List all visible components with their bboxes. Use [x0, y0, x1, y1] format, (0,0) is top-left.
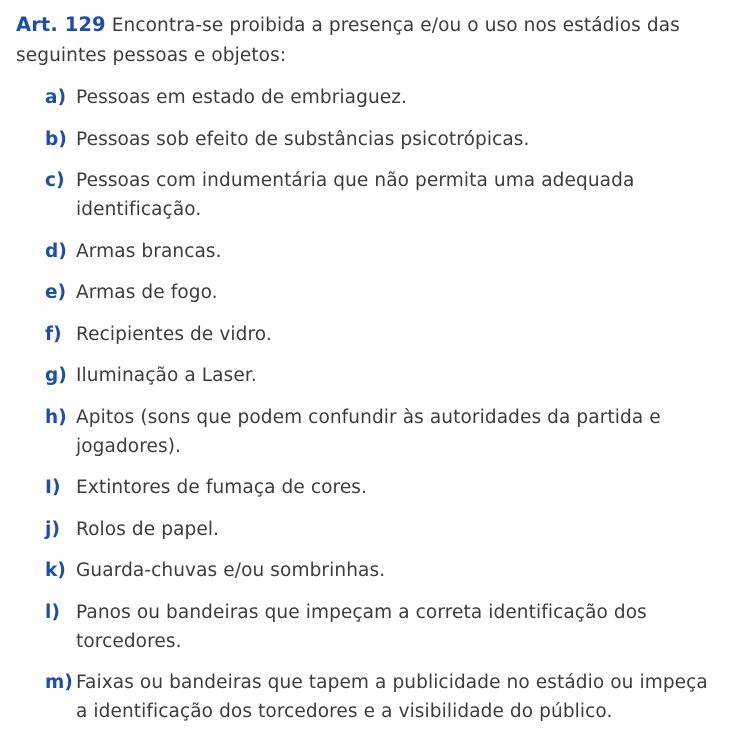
item-text: Panos ou bandeiras que impeçam a correta identificação dos torcedores.	[76, 601, 647, 652]
item-letter: m)	[45, 672, 73, 693]
item-list	[16, 83, 750, 726]
item-letter: I)	[45, 477, 61, 498]
item-text: Faixas ou bandeiras que tapem a publicidade no estádio ou impeça a identificação dos torcedores e a visibilidade do público.	[76, 672, 708, 722]
list-item	[45, 166, 750, 224]
item-letter: f)	[45, 323, 62, 345]
list-item	[45, 403, 750, 461]
list-item	[45, 668, 750, 726]
item-letter: e)	[45, 282, 67, 303]
item-letter: g)	[45, 365, 67, 386]
item-text: Pessoas sob efeito de substâncias psicotrópicas.	[76, 128, 530, 150]
article-intro-text: Encontra-se proibida a presença e/ou o uso nos estádios das seguintes pessoas e objetos:	[16, 15, 680, 66]
item-text: Pessoas com indumentária que não permita uma adequada identificação.	[76, 170, 635, 220]
list-item	[45, 237, 750, 266]
item-letter: l)	[45, 601, 60, 623]
item-text: Armas brancas.	[76, 240, 222, 262]
list-item	[45, 83, 750, 112]
item-text: Armas de fogo.	[76, 282, 218, 303]
item-letter: k)	[45, 560, 66, 581]
article-intro	[16, 10, 716, 71]
item-text: Apitos (sons que podem confundir às autoridades da partida e jogadores).	[76, 406, 661, 457]
list-item	[45, 556, 750, 585]
list-item	[45, 515, 750, 544]
item-letter: j)	[45, 518, 60, 540]
item-letter: d)	[45, 240, 67, 262]
list-item	[45, 125, 750, 154]
item-letter: h)	[45, 406, 67, 428]
list-item	[45, 320, 750, 349]
item-text: Rolos de papel.	[76, 518, 220, 540]
item-text: Iluminação a Laser.	[76, 365, 257, 386]
item-letter: b)	[45, 128, 67, 150]
list-item	[45, 473, 750, 502]
item-text: Guarda-chuvas e/ou sombrinhas.	[76, 560, 386, 581]
item-text: Recipientes de vidro.	[76, 323, 272, 345]
list-item	[45, 598, 750, 656]
list-item	[45, 278, 750, 307]
item-text: Extintores de fumaça de cores.	[76, 477, 368, 498]
item-letter: a)	[45, 87, 67, 108]
item-text: Pessoas em estado de embriaguez.	[76, 87, 408, 108]
list-item	[45, 361, 750, 390]
article-number: Art. 129	[16, 13, 106, 36]
item-letter: c)	[45, 170, 65, 191]
